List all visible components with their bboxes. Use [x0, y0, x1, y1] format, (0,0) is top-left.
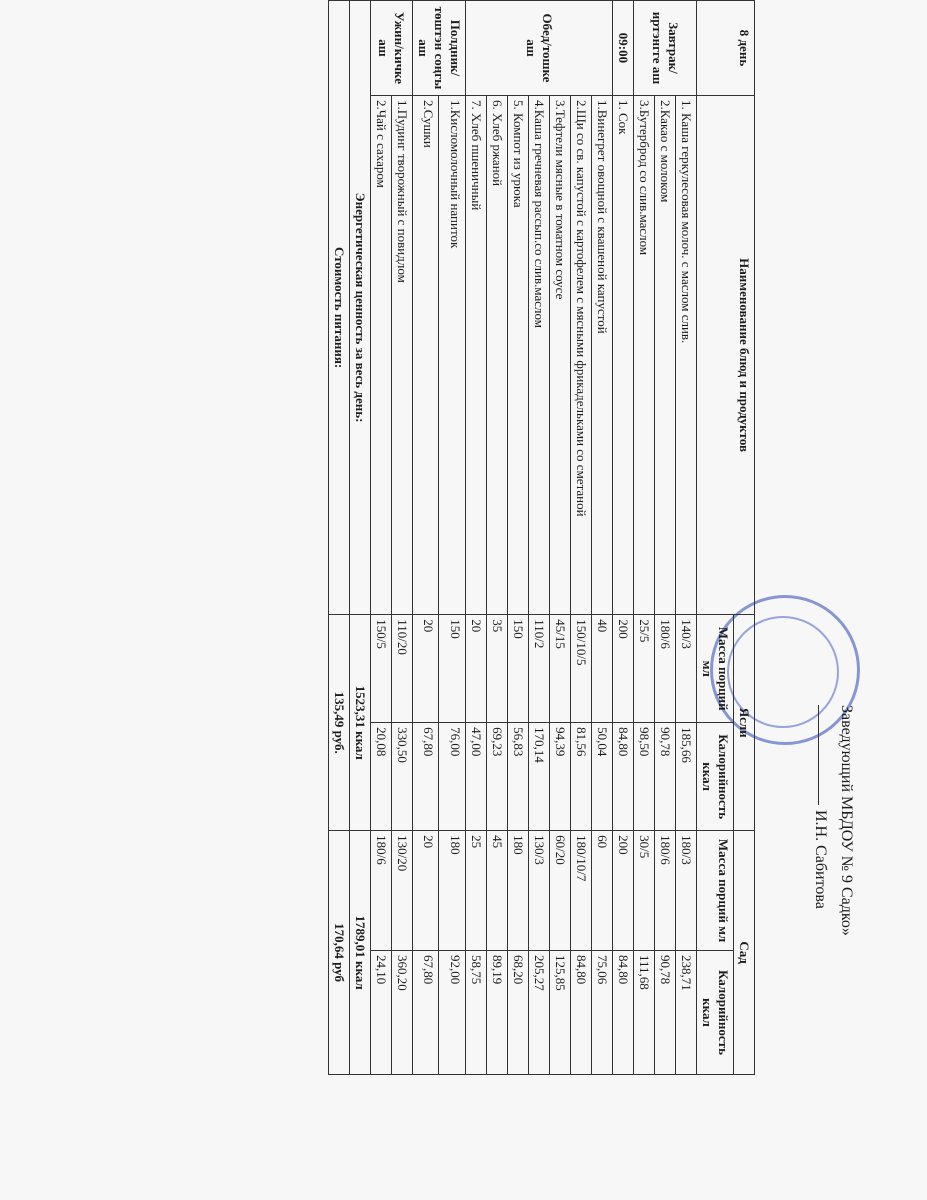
table-row: [508, 1, 529, 1075]
cal-garden: 111,68: [634, 951, 655, 1075]
rotated-menu-sheet: [118, 0, 865, 1075]
mass-header-1: Масса порций мл: [697, 615, 734, 723]
energy-nursery: 1523,31 ккал: [350, 615, 371, 831]
dish-name: 3.Бутерброд со слив.маслом: [634, 95, 655, 614]
group-nursery-header: Ясли: [734, 615, 755, 831]
mass-nursery: 110/2: [529, 615, 550, 723]
menu-table: [328, 0, 755, 1075]
cal-garden: 84,80: [571, 951, 592, 1075]
dish-name: 1. Сок: [613, 95, 634, 614]
table-row: [466, 1, 487, 1075]
mass-nursery: 150: [439, 615, 466, 723]
group-garden-header: Сад: [734, 831, 755, 1075]
approver-title: Заведующий МБДОУ № 9 Садко»: [838, 705, 855, 936]
mass-nursery: 150/10/5: [571, 615, 592, 723]
cal-nursery: 20,08: [371, 723, 392, 831]
cost-label: Стоимость питания:: [329, 1, 350, 615]
mass-garden: 130/20: [392, 831, 413, 951]
cal-nursery: 185,66: [676, 723, 697, 831]
cal-nursery: 84,80: [613, 723, 634, 831]
mass-nursery: 40: [592, 615, 613, 723]
mass-garden: 200: [613, 831, 634, 951]
table-row: [529, 1, 550, 1075]
cal-garden: 67,80: [413, 951, 440, 1075]
mass-garden: 180/10/7: [571, 831, 592, 951]
dish-name: 1.Пудинг творожный с повидлом: [392, 95, 413, 614]
mass-garden: 180: [508, 831, 529, 951]
mass-nursery: 140/3: [676, 615, 697, 723]
cal-garden: 238,71: [676, 951, 697, 1075]
cal-nursery: 330,50: [392, 723, 413, 831]
meal-name: Полдник/төштэн соңгы аш: [413, 1, 466, 96]
cal-garden: 89,19: [487, 951, 508, 1075]
cal-garden: 24,10: [371, 951, 392, 1075]
mass-nursery: 180/6: [655, 615, 676, 723]
dish-name: 2.Щи со св. капустой с картофелем с мясными фрикадельками со сметаной: [571, 95, 592, 614]
cal-nursery: 56,83: [508, 723, 529, 831]
table-row: [392, 1, 413, 1075]
table-row: [550, 1, 571, 1075]
energy-label: Энергетическая ценность за весь день:: [350, 1, 371, 615]
mass-garden: 180/6: [655, 831, 676, 951]
mass-garden: 25: [466, 831, 487, 951]
mass-nursery: 45/15: [550, 615, 571, 723]
dish-name: 4.Каша гречневая рассып.со слив.маслом: [529, 95, 550, 614]
cal-nursery: 76,00: [439, 723, 466, 831]
mass-nursery: 200: [613, 615, 634, 723]
mass-garden: 180/6: [371, 831, 392, 951]
dish-name: 3.Тефтели мясные в томатном соусе: [550, 95, 571, 614]
mass-garden: 60: [592, 831, 613, 951]
table-row: [439, 1, 466, 1075]
table-row: [613, 1, 634, 1075]
mass-nursery: 20: [466, 615, 487, 723]
menu-body: [371, 1, 697, 1075]
dish-name: 6. Хлеб ржаной: [487, 95, 508, 614]
table-row: [487, 1, 508, 1075]
table-row: [634, 1, 655, 1075]
mass-garden: 30/5: [634, 831, 655, 951]
cal-garden: 84,80: [613, 951, 634, 1075]
dish-name: 2.Какао с молоком: [655, 95, 676, 614]
cal-nursery: 50,04: [592, 723, 613, 831]
cal-garden: 125,85: [550, 951, 571, 1075]
meal-name: Ужин/кичке аш: [371, 1, 413, 96]
cal-garden: 58,75: [466, 951, 487, 1075]
cal-nursery: 69,23: [487, 723, 508, 831]
dish-name: 1. Каша геркулесовая молоч. с маслом слив.: [676, 95, 697, 614]
cal-nursery: 90,78: [655, 723, 676, 831]
mass-nursery: 20: [413, 615, 440, 723]
cost-row: [329, 1, 350, 1075]
cal-nursery: 98,50: [634, 723, 655, 831]
table-row: [371, 1, 392, 1075]
cal-garden: 205,27: [529, 951, 550, 1075]
cal-garden: 360,20: [392, 951, 413, 1075]
energy-row: [350, 1, 371, 1075]
cal-nursery: 67,80: [413, 723, 440, 831]
mass-garden: 180/3: [676, 831, 697, 951]
cal-nursery: 170,14: [529, 723, 550, 831]
approver-name: И.Н. Сабитова: [812, 810, 829, 909]
dish-header: Наименование блюд и продуктов: [697, 95, 755, 614]
cal-garden: 68,20: [508, 951, 529, 1075]
cal-garden: 90,78: [655, 951, 676, 1075]
meal-name: 09:00: [613, 1, 634, 96]
mass-nursery: 110/20: [392, 615, 413, 723]
table-row: [676, 1, 697, 1075]
table-row: [413, 1, 440, 1075]
cal-garden: 75,06: [592, 951, 613, 1075]
cal-nursery: 94,39: [550, 723, 571, 831]
table-row: [592, 1, 613, 1075]
mass-garden: 180: [439, 831, 466, 951]
cal-nursery: 47,00: [466, 723, 487, 831]
mass-garden: 20: [413, 831, 440, 951]
dish-name: 7. Хлеб пшеничный: [466, 95, 487, 614]
mass-nursery: 35: [487, 615, 508, 723]
cost-nursery: 135,49 руб.: [329, 615, 350, 831]
cal-garden: 92,00: [439, 951, 466, 1075]
meal-name: Обед/тошке аш: [466, 1, 613, 96]
dish-name: 2.Чай с сахаром: [371, 95, 392, 614]
cal-nursery: 81,56: [571, 723, 592, 831]
mass-nursery: 150: [508, 615, 529, 723]
dish-name: 5. Компот из урюка: [508, 95, 529, 614]
mass-header-2: Масса порций мл: [697, 831, 734, 951]
mass-nursery: 25/5: [634, 615, 655, 723]
cal-header-1: Калорийность ккал: [697, 723, 734, 831]
energy-garden: 1789,01 ккал: [350, 831, 371, 1075]
mass-garden: 130/3: [529, 831, 550, 951]
dish-name: 1.Винегрет овощной с квашеной капустой: [592, 95, 613, 614]
mass-garden: 45: [487, 831, 508, 951]
mass-nursery: 150/5: [371, 615, 392, 723]
cal-header-2: Калорийность ккал: [697, 951, 734, 1075]
mass-garden: 60/20: [550, 831, 571, 951]
signature-line: [818, 705, 819, 805]
day-header: 8 день: [697, 1, 755, 96]
table-row: [571, 1, 592, 1075]
dish-name: 2.Сушки: [413, 95, 440, 614]
table-row: [655, 1, 676, 1075]
meal-name: Завтрак/иртэнгге аш: [634, 1, 697, 96]
dish-name: 1.Кисломолочный напиток: [439, 95, 466, 614]
cost-garden: 170,64 руб: [329, 831, 350, 1075]
